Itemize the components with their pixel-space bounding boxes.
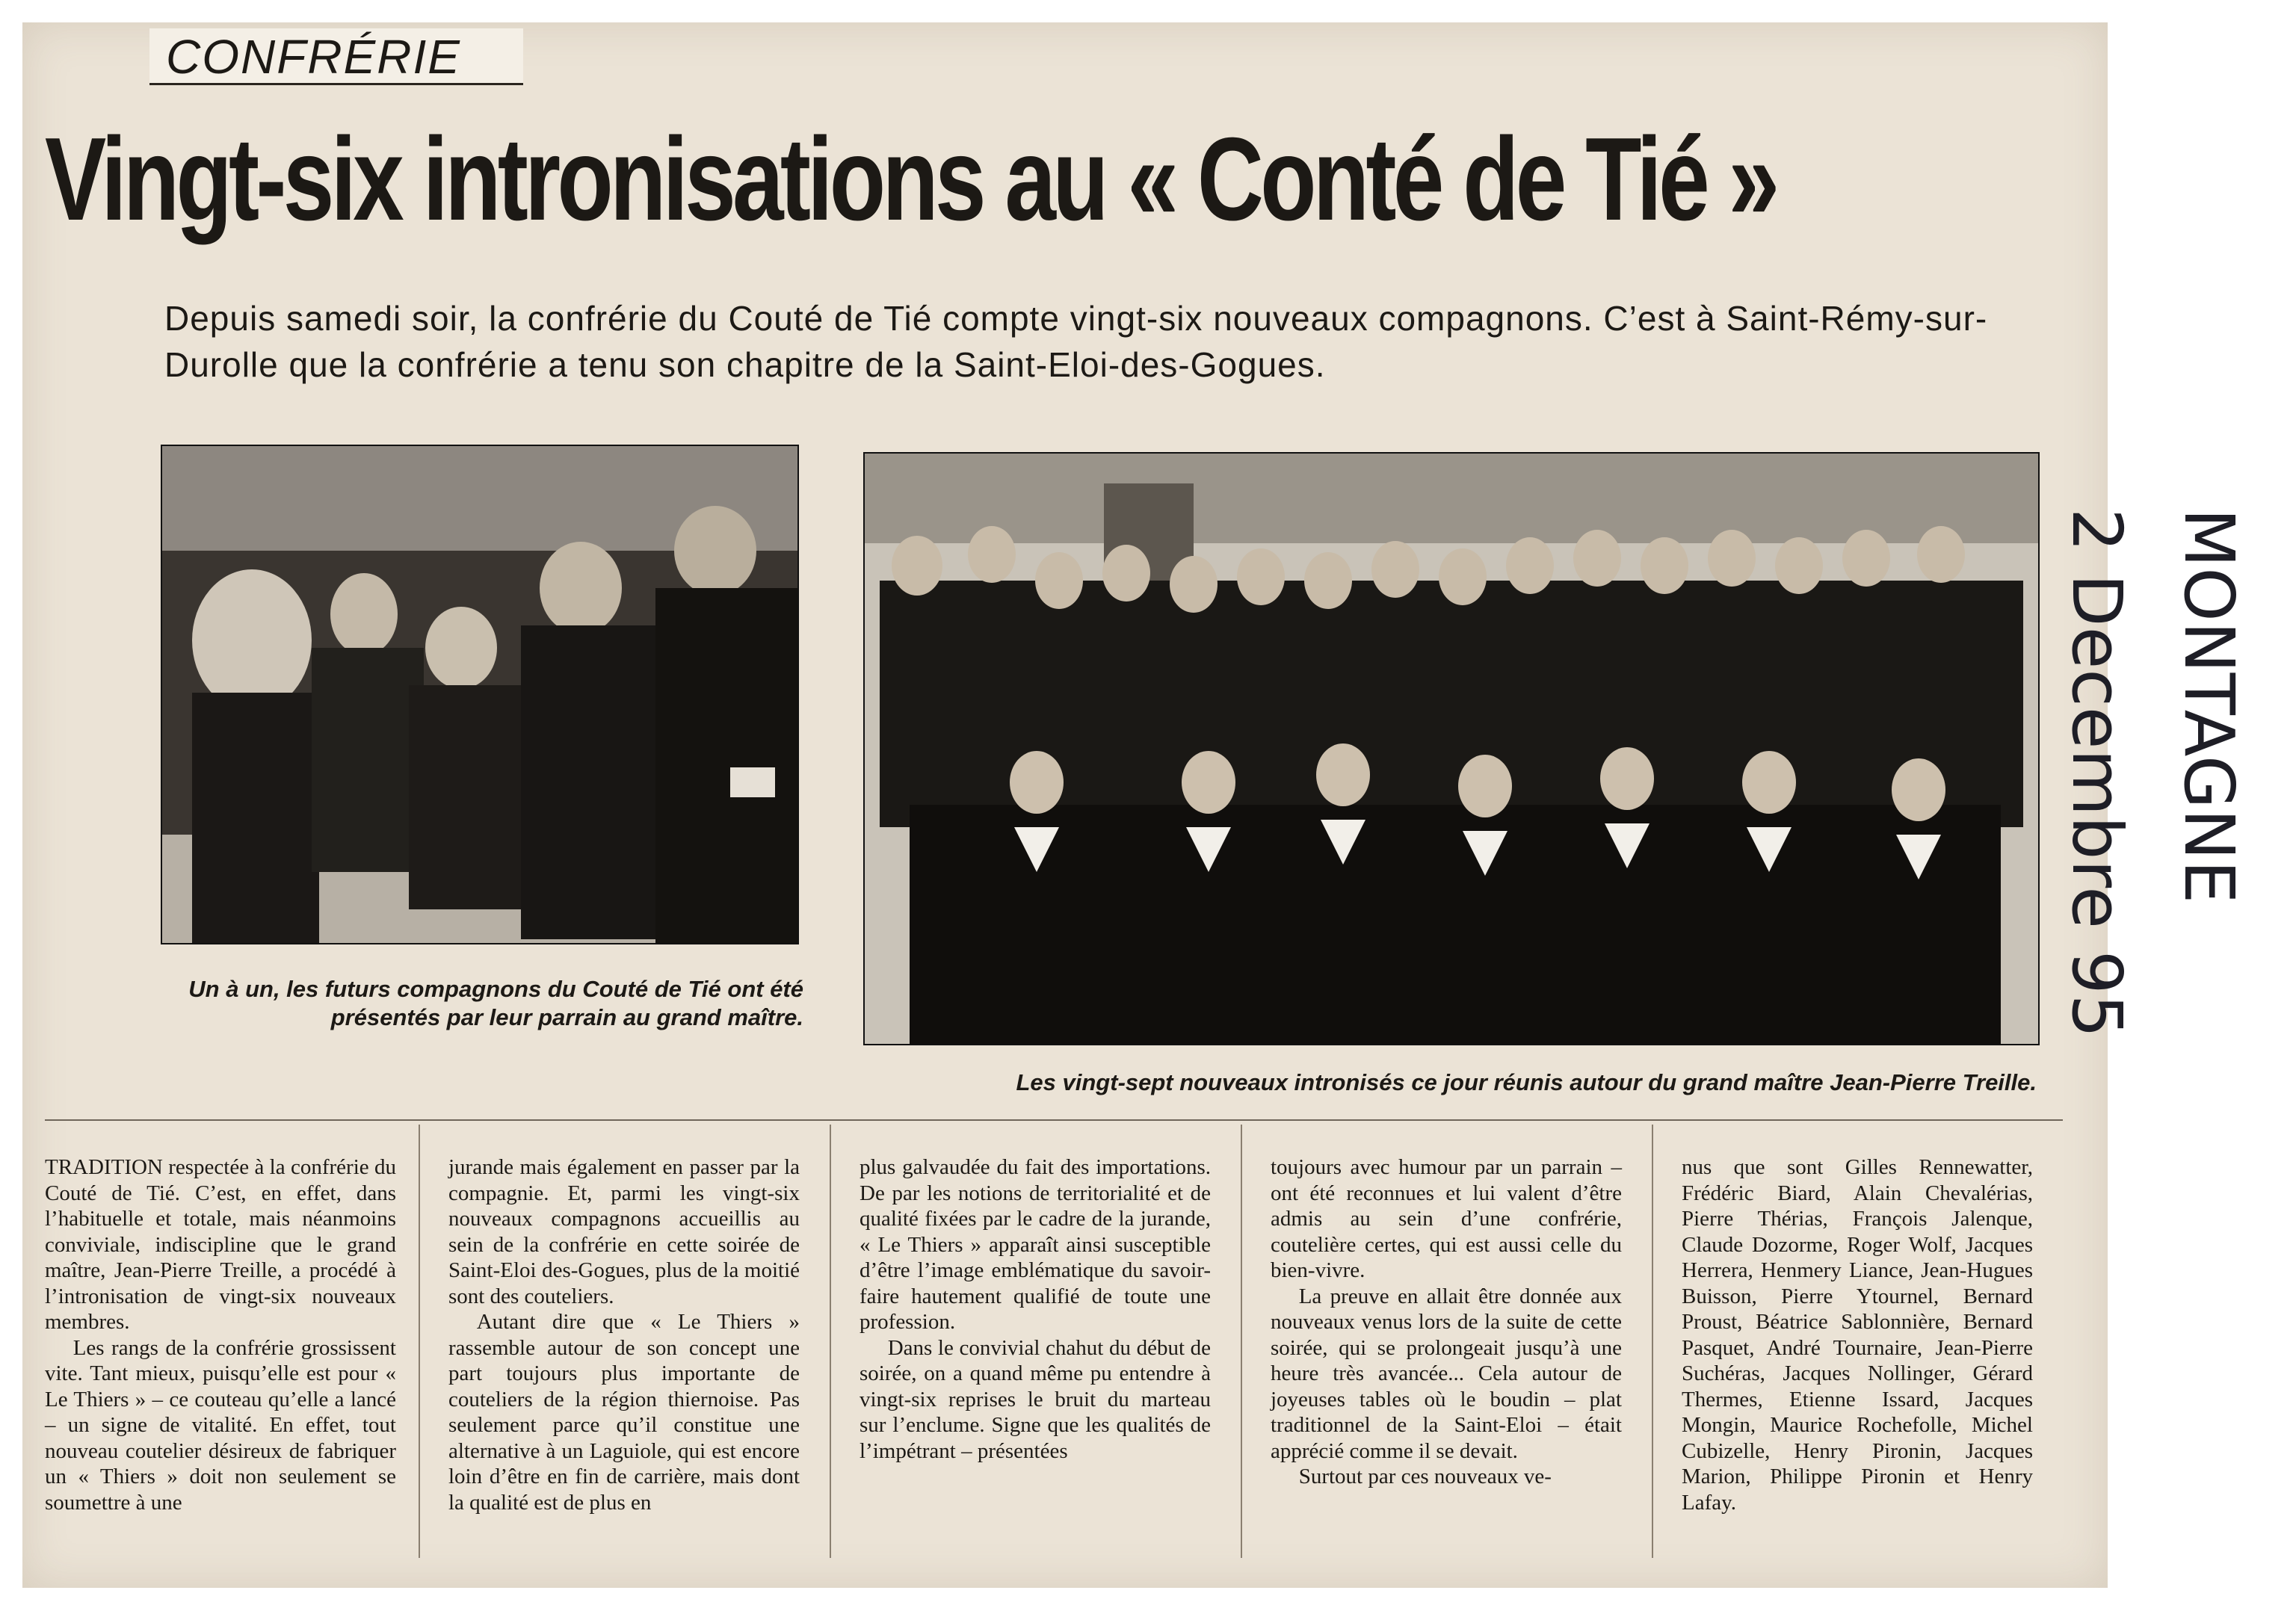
body-paragraph: La preuve en allait être donnée aux nouveaux venus lors de la suite de cette soirée, qui se prolongeait jusqu’à une heure très avancée... Cela autour de joyeuses tables où le boudin – plat traditionnel de la Saint-Eloi – était apprécié comme il se devait. <box>1271 1284 1622 1463</box>
body-paragraph: Dans le convivial chahut du début de soirée, on a quand même pu entendre à vingt-six reprises le bruit du marteau sur l’enclume. Signe que les qualités de l’impétrant – présentées <box>860 1335 1211 1463</box>
handwritten-line: MONTAGNE <box>2169 508 2249 904</box>
body-paragraph: Surtout par ces nouveaux ve- <box>1298 1465 1552 1488</box>
photo-group <box>863 452 2040 1045</box>
body-column-4 <box>1271 1154 1622 1490</box>
column-rule-top <box>45 1119 2063 1121</box>
body-paragraph: jurande mais également en passer par la compagnie. Et, parmi les vingt-six nouveaux compagnons accueillis au sein de la confrérie en cette soirée de Saint-Eloi des-Gogues, plus de la moitié sont des couteliers. <box>448 1155 800 1308</box>
body-column-5 <box>1682 1154 2033 1515</box>
column-divider <box>830 1125 831 1558</box>
photo-presentation <box>161 445 799 944</box>
body-column-3 <box>860 1154 1211 1464</box>
caption-right: Les vingt-sept nouveaux intronisés ce jour réunis autour du grand maître Jean-Pierre Treille. <box>1016 1069 2037 1095</box>
body-paragraph: Autant dire que « Le Thiers » rassemble autour de son concept une part toujours plus importante de couteliers de la région thiernoise. Pas seulement parce qu’il constitue une alternative à un Laguiole, qui est encore loin d’être en fin de carrière, mais dont la qualité est de plus en <box>448 1310 800 1515</box>
body-column-2 <box>448 1154 800 1515</box>
column-divider <box>1241 1125 1242 1558</box>
body-paragraph: Les rangs de la confrérie grossissent vite. Tant mieux, puisqu’elle est pour « Le Thiers » – ce couteau qu’elle a lancé – un signe de vitalité. En effet, tout nouveau coutelier désireux de fabriquer un « Thiers » doit non seulement se soumettre à une <box>45 1335 396 1515</box>
body-paragraph: nus que sont Gilles Rennewatter, Frédéric Biard, Alain Chevalérias, Pierre Thérias, François Jalenque, Claude Dozorme, Roger Wolf, Jacques Herrera, Henmery Liance, Jean-Hugues Buisson, Pierre Ytournel, Bernard Proust, Béatrice Sablonnière, Bernard Pasquet, André Tournaire, Jean-Pierre Suchéras, Jacques Nollinger, Gérard Thermes, Etienne Issard, Jacques Mongin, Maurice Rochefolle, Michel Cubizelle, Henry Pironin, Jacques Marion, Philippe Pironin et Henry Lafay. <box>1682 1155 2033 1515</box>
body-paragraph: toujours avec humour par un parrain – ont été reconnues et lui valent d’être admis au sein d’une confrérie, coutelière certes, qui est aussi celle du bien-vivre. <box>1271 1155 1622 1282</box>
handwritten-line: 2 Decembre 95 <box>2057 508 2137 1039</box>
column-divider <box>419 1125 420 1558</box>
column-divider <box>1652 1125 1653 1558</box>
caption-left: Un à un, les futurs compagnons du Couté de Tié ont été présentés par leur parrain au grand maître. <box>188 976 803 1030</box>
handwritten-source-note <box>2057 508 2265 1039</box>
section-tag: CONFRÉRIE <box>149 28 523 85</box>
headline: Vingt-six intronisations au « Conté de Tié » <box>45 114 1777 245</box>
body-column-1 <box>45 1154 396 1515</box>
lead-paragraph: Depuis samedi soir, la confrérie du Couté de Tié compte vingt-six nouveaux compagnons. C’est à Saint-Rémy-sur-Durolle que la confrérie a tenu son chapitre de la Saint-Eloi-des-Gogues. <box>164 299 1988 384</box>
body-paragraph: plus galvaudée du fait des importations. De par les notions de territorialité et de qualité fixées par le cadre de la jurande, « Le Thiers » apparaît ainsi susceptible d’être l’image emblématique du savoir-faire hautement qualifié de toute une profession. <box>860 1155 1211 1334</box>
body-paragraph: TRADITION respectée à la confrérie du Couté de Tié. C’est, en effet, dans l’habituelle et totale, mais néanmoins conviviale, indiscipline que le grand maître, Jean-Pierre Treille, a procédé à l’intronisation de vingt-six nouveaux membres. <box>45 1155 396 1334</box>
